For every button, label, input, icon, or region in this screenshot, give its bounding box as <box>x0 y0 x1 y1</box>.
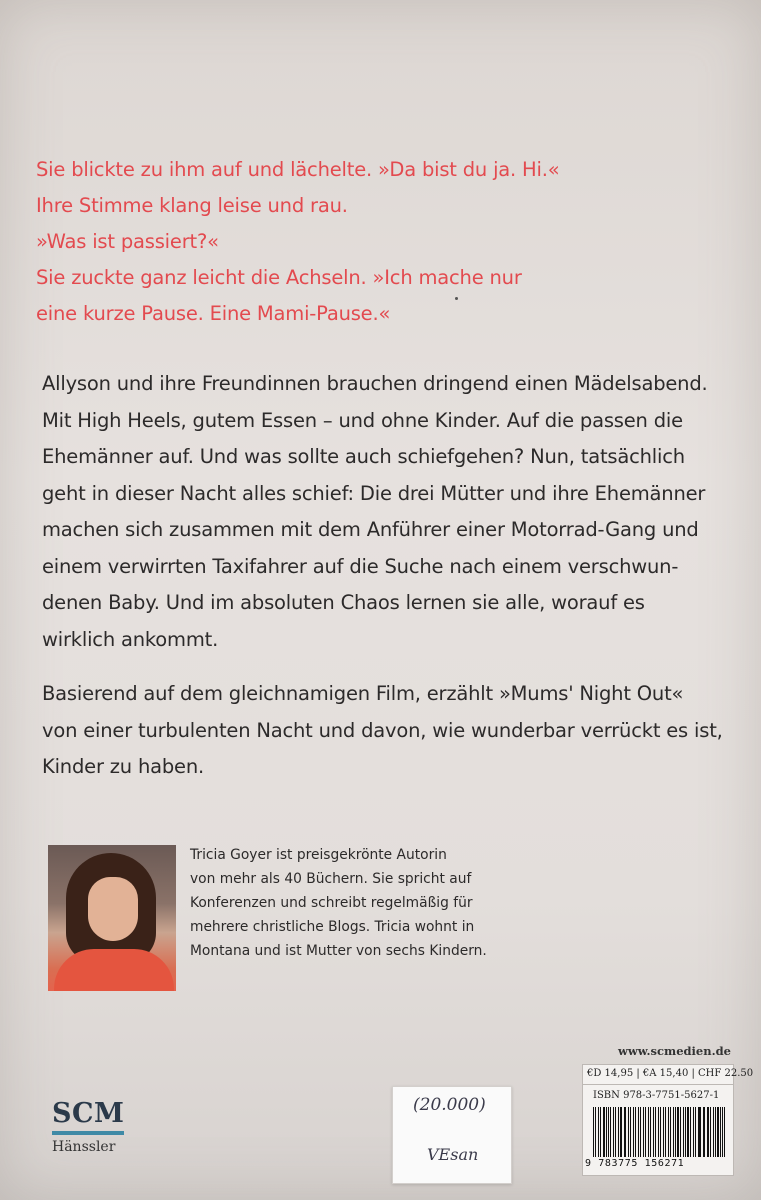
barcode-bar <box>710 1107 711 1157</box>
barcode-bar <box>707 1107 709 1157</box>
barcode-bar <box>658 1107 659 1157</box>
bio-line: Tricia Goyer ist preisgekrönte Autorin <box>190 847 447 863</box>
barcode-bar <box>653 1107 654 1157</box>
publisher-logo-text: SCM <box>52 1098 125 1129</box>
barcode-bar <box>606 1107 607 1157</box>
barcode-bar <box>704 1107 705 1157</box>
barcode-bar <box>643 1107 644 1157</box>
publisher-logo <box>52 1098 124 1155</box>
barcode-bar <box>628 1107 629 1157</box>
sticker-handwriting-2: VEsan <box>427 1145 479 1164</box>
speck <box>455 297 458 300</box>
barcode-bar <box>665 1107 666 1157</box>
price-label: €D 14,95 | €A 15,40 | CHF 22.50 <box>587 1068 754 1079</box>
barcode-bar <box>633 1107 634 1157</box>
barcode-bar <box>593 1107 594 1157</box>
barcode-bar <box>655 1107 656 1157</box>
barcode-bar <box>693 1107 694 1157</box>
quote-line: Sie zuckte ganz leicht die Achseln. »Ich mache nur <box>36 266 522 289</box>
barcode-bar <box>645 1107 647 1157</box>
publisher-imprint: Hänssler <box>52 1139 116 1155</box>
blurb-line: einem verwirrten Taxifahrer auf die Suche nach einem verschwun- <box>42 554 679 578</box>
blurb-line: Allyson und ihre Freundinnen brauchen dringend einen Mädelsabend. <box>42 372 708 395</box>
quote-line: eine kurze Pause. Eine Mami-Pause.« <box>36 302 391 325</box>
blurb-line: Basierend auf dem gleichnamigen Film, erzählt »Mums' Night Out« <box>42 682 684 705</box>
author-face <box>88 877 138 941</box>
blurb-line: geht in dieser Nacht alles schief: Die drei Mütter und ihre Ehemänner <box>42 481 706 505</box>
barcode-bar <box>690 1107 691 1157</box>
barcode <box>593 1107 727 1157</box>
excerpt-quote <box>36 152 726 332</box>
barcode-bar <box>608 1107 609 1157</box>
blurb-paragraph-1 <box>42 366 732 658</box>
barcode-bar <box>625 1107 626 1157</box>
quote-line: »Was ist passiert?« <box>36 230 219 253</box>
barcode-bar <box>595 1107 596 1157</box>
barcode-bar <box>638 1107 639 1157</box>
divider <box>583 1084 733 1085</box>
barcode-bar <box>650 1107 651 1157</box>
barcode-bar <box>600 1107 601 1157</box>
barcode-bar <box>673 1107 674 1157</box>
barcode-bar <box>620 1107 622 1157</box>
barcode-bar <box>698 1107 699 1157</box>
barcode-bar <box>663 1107 665 1157</box>
barcode-bar <box>695 1107 696 1157</box>
barcode-bar <box>670 1107 671 1157</box>
barcode-number: 9 783775 156271 <box>585 1158 685 1169</box>
isbn-label: ISBN 978-3-7751-5627-1 <box>593 1090 720 1101</box>
barcode-bar <box>660 1107 661 1157</box>
author-shirt <box>54 949 174 991</box>
barcode-bar <box>640 1107 641 1157</box>
author-photo <box>48 845 176 991</box>
barcode-bar <box>615 1107 616 1157</box>
barcode-bar <box>687 1107 689 1157</box>
blurb-line: denen Baby. Und im absoluten Chaos lernen sie alle, worauf es <box>42 591 645 614</box>
barcode-bar <box>635 1107 636 1157</box>
barcode-bar <box>630 1107 631 1157</box>
blurb-line: Ehemänner auf. Und was sollte auch schiefgehen? Nun, tatsächlich <box>42 445 685 468</box>
barcode-bar <box>715 1107 716 1157</box>
barcode-bar <box>722 1107 723 1157</box>
barcode-bar <box>680 1107 681 1157</box>
bio-line: Montana und ist Mutter von sechs Kindern. <box>190 943 487 959</box>
bio-line: mehrere christliche Blogs. Tricia wohnt in <box>190 919 475 935</box>
barcode-bar <box>598 1107 599 1157</box>
barcode-bar <box>668 1107 669 1157</box>
blurb-line: Mit High Heels, gutem Essen – und ohne Kinder. Auf die passen die <box>42 408 683 432</box>
barcode-bar <box>703 1107 704 1157</box>
barcode-bar <box>699 1107 700 1157</box>
quote-line: Ihre Stimme klang leise und rau. <box>36 194 348 217</box>
blurb-line: von einer turbulenten Nacht und davon, wie wunderbar verrückt es ist, <box>42 718 723 742</box>
publisher-url: www.scmedien.de <box>618 1044 731 1058</box>
barcode-bar <box>610 1107 611 1157</box>
price-isbn-box <box>582 1064 754 1176</box>
blurb-line: wirklich ankommt. <box>42 627 219 651</box>
bio-line: von mehr als 40 Büchern. Sie spricht auf <box>190 871 472 887</box>
barcode-bar <box>724 1107 725 1157</box>
barcode-bar <box>717 1107 718 1157</box>
price-sticker <box>392 1086 512 1184</box>
barcode-bar <box>648 1107 649 1157</box>
blurb-line: machen sich zusammen mit dem Anführer einer Motorrad-Gang und <box>42 518 699 541</box>
barcode-bar <box>720 1107 721 1157</box>
barcode-bar <box>603 1107 605 1157</box>
barcode-bar <box>613 1107 614 1157</box>
bio-line: Konferenzen und schreibt regelmäßig für <box>190 895 473 911</box>
publisher-logo-bar <box>52 1131 124 1135</box>
barcode-bar <box>624 1107 625 1157</box>
blurb-paragraph-2 <box>42 676 732 786</box>
quote-line: Sie blickte zu ihm auf und lächelte. »Da bist du ja. Hi.« <box>36 158 560 181</box>
barcode-bar <box>675 1107 676 1157</box>
barcode-bar <box>677 1107 678 1157</box>
sticker-handwriting-1: (20.000) <box>413 1095 486 1115</box>
blurb-line: Kinder zu haben. <box>42 755 204 778</box>
author-bio <box>190 843 550 963</box>
barcode-bar <box>618 1107 619 1157</box>
barcode-bar <box>713 1107 714 1157</box>
barcode-bar <box>685 1107 686 1157</box>
barcode-bar <box>683 1107 684 1157</box>
